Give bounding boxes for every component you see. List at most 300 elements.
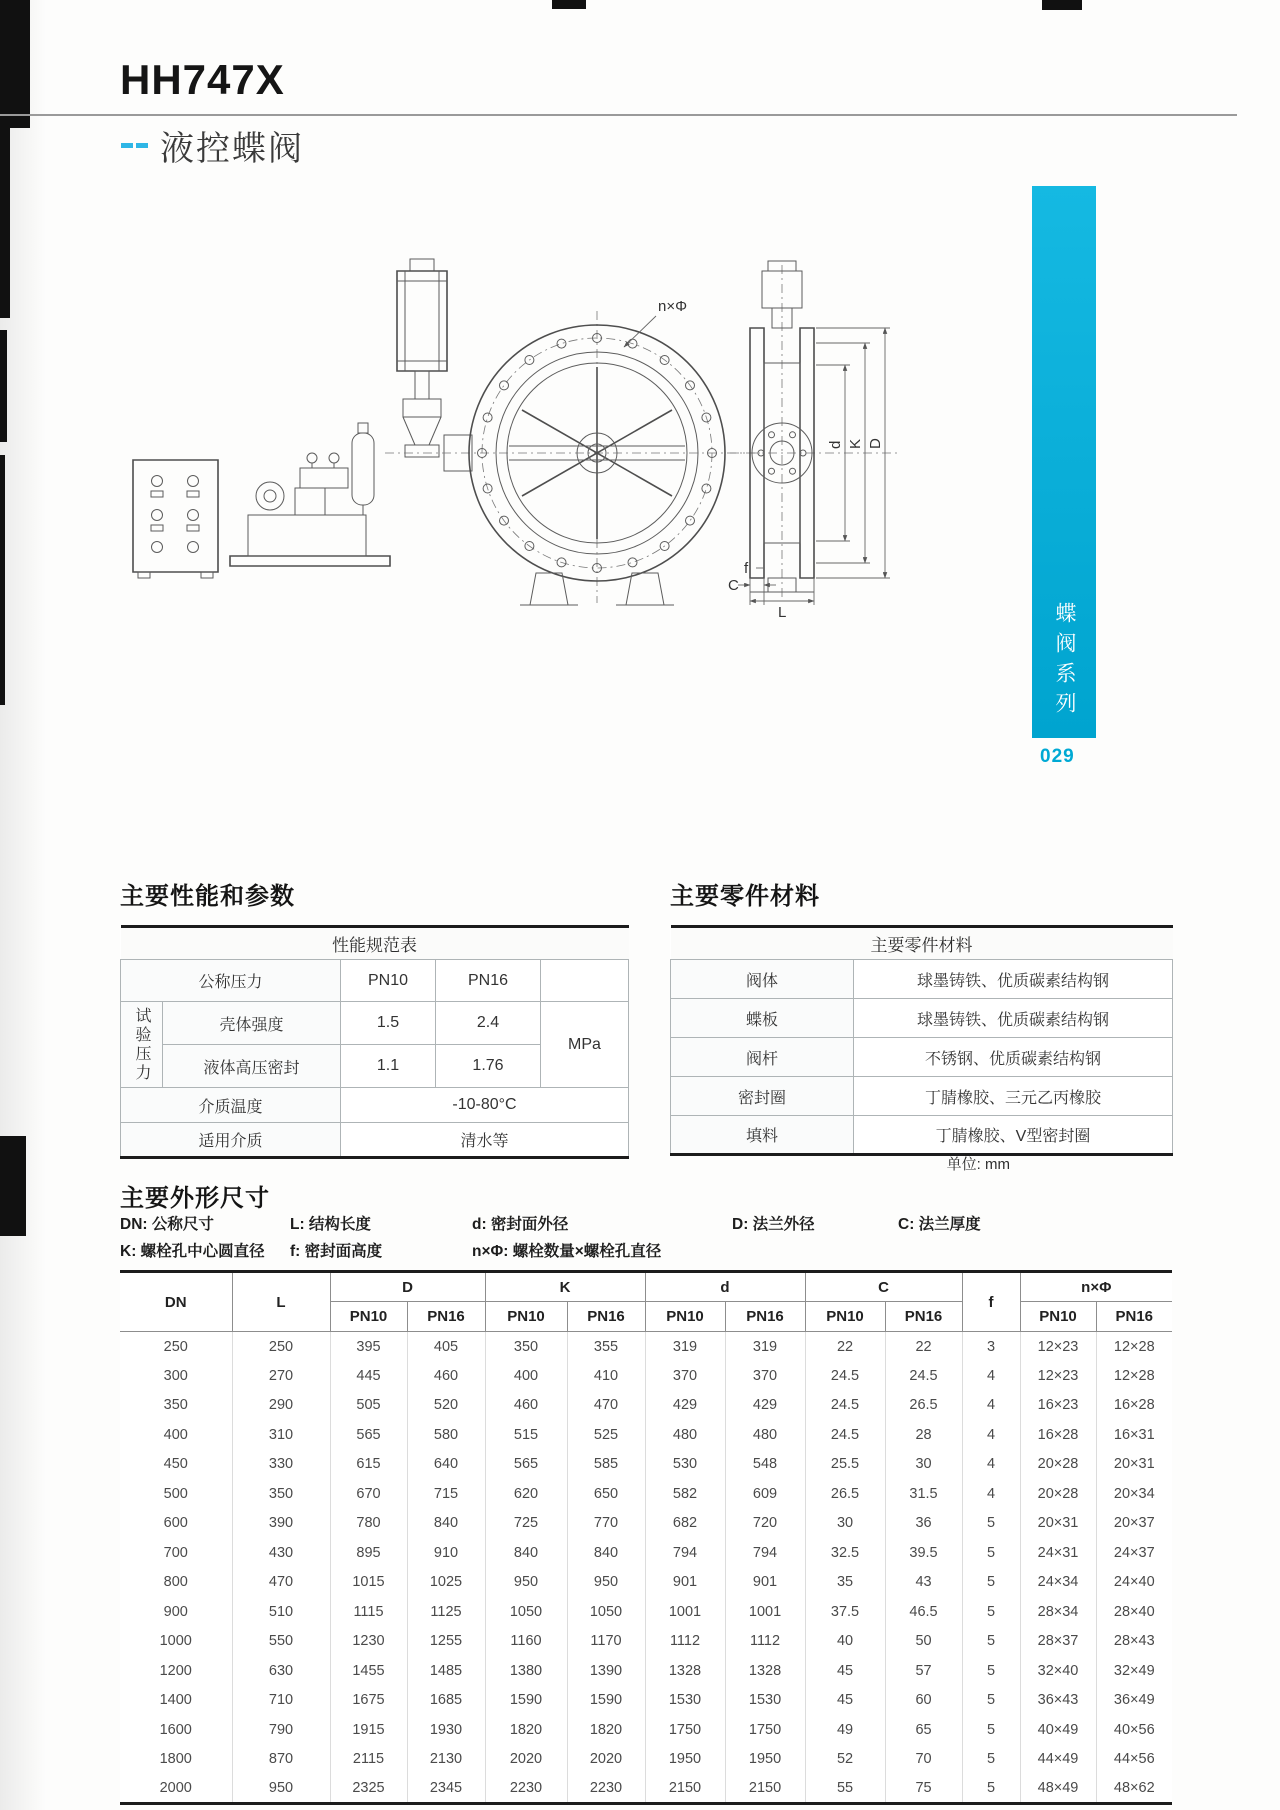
legend-item: d: 密封面外径	[472, 1216, 569, 1233]
dimension-cell: 1230	[330, 1627, 407, 1657]
seal-test-label: 液体高压密封	[163, 1045, 341, 1088]
table-row	[120, 1627, 1172, 1657]
dimension-cell: 510	[232, 1597, 330, 1627]
dimension-cell: 1328	[645, 1656, 725, 1686]
dim-label-c: C	[728, 577, 739, 594]
dimension-cell: 44×49	[1020, 1745, 1096, 1775]
dim-label-l: L	[778, 604, 787, 621]
dimension-cell: 16×28	[1096, 1391, 1172, 1421]
dimension-cell: 46.5	[885, 1597, 962, 1627]
legend-item: C: 法兰厚度	[898, 1216, 981, 1233]
legend-item: f: 密封面高度	[290, 1243, 383, 1260]
part-name: 填料	[671, 1116, 854, 1155]
dimension-cell: 35	[805, 1568, 885, 1598]
dimension-cell: 4	[962, 1361, 1020, 1391]
dimension-cell: 470	[567, 1391, 645, 1421]
dimension-cell: 1600	[120, 1715, 232, 1745]
dimension-cell: 4	[962, 1420, 1020, 1450]
dimension-cell: 780	[330, 1509, 407, 1539]
dimension-cell: 5	[962, 1745, 1020, 1775]
table-row	[671, 1116, 1173, 1155]
dimension-cell: 682	[645, 1509, 725, 1539]
empty-cell	[541, 960, 629, 1002]
dim-label-k: K	[847, 438, 864, 449]
dimension-cell: 725	[485, 1509, 567, 1539]
dimension-cell: 2000	[120, 1774, 232, 1804]
dimension-cell: 36×43	[1020, 1686, 1096, 1716]
dimension-cell: 895	[330, 1538, 407, 1568]
performance-table-title: 性能规范表	[121, 927, 629, 960]
materials-heading: 主要零件材料	[670, 883, 820, 910]
table-row	[671, 1038, 1173, 1077]
dimension-cell: 26.5	[805, 1479, 885, 1509]
dimension-cell: 1050	[567, 1597, 645, 1627]
dimension-cell: 640	[407, 1450, 485, 1480]
shell-strength-pn16: 2.4	[436, 1002, 541, 1045]
dimension-cell: 430	[232, 1538, 330, 1568]
dimension-cell: 1001	[645, 1597, 725, 1627]
dimension-cell: 45	[805, 1686, 885, 1716]
dimension-cell: 50	[885, 1627, 962, 1657]
pressure-unit: MPa	[541, 1002, 629, 1088]
dimension-cell: 2020	[567, 1745, 645, 1775]
part-name: 阀体	[671, 960, 854, 999]
temperature-value: -10-80°C	[341, 1088, 629, 1123]
dimension-cell: 900	[120, 1597, 232, 1627]
shell-strength-pn10: 1.5	[341, 1002, 436, 1045]
dimension-cell: 36×49	[1096, 1686, 1172, 1716]
dimension-cell: 1820	[485, 1715, 567, 1745]
dimension-cell: 24.5	[805, 1391, 885, 1421]
hydraulic-power-unit	[230, 423, 390, 566]
dimension-cell: 1750	[725, 1715, 805, 1745]
dim-label-d: d	[827, 440, 844, 449]
dimension-cell: 480	[725, 1420, 805, 1450]
dimension-cell: 28×40	[1096, 1597, 1172, 1627]
dimension-cell: 5	[962, 1597, 1020, 1627]
dimension-cell: 330	[232, 1450, 330, 1480]
col-group-d-seal: d	[645, 1272, 805, 1302]
dimension-cell: 1160	[485, 1627, 567, 1657]
product-subtitle	[121, 121, 304, 170]
dimension-cell: 75	[885, 1774, 962, 1804]
valve-side-view	[728, 261, 900, 621]
dimension-cell: 350	[485, 1332, 567, 1362]
col-dn: DN	[120, 1272, 232, 1332]
dimension-cell: 1590	[485, 1686, 567, 1716]
table-row	[120, 1568, 1172, 1598]
dimension-cell: 585	[567, 1450, 645, 1480]
dimension-cell: 670	[330, 1479, 407, 1509]
dimension-cell: 270	[232, 1361, 330, 1391]
dimension-cell: 60	[885, 1686, 962, 1716]
dimension-cell: 2020	[485, 1745, 567, 1775]
dimensions-table-header	[120, 1272, 1172, 1332]
table-row	[671, 960, 1173, 999]
dimension-cell: 615	[330, 1450, 407, 1480]
dimension-cell: 36	[885, 1509, 962, 1539]
dimension-cell: 24×31	[1020, 1538, 1096, 1568]
table-row	[671, 1077, 1173, 1116]
col-group-c: C	[805, 1272, 962, 1302]
dimension-cell: 1820	[567, 1715, 645, 1745]
dimension-cell: 28×43	[1096, 1627, 1172, 1657]
seal-test-pn10: 1.1	[341, 1045, 436, 1088]
table-row	[120, 1361, 1172, 1391]
legend-item: L: 结构长度	[290, 1216, 371, 1233]
dimension-cell: 30	[885, 1450, 962, 1480]
scan-artifact	[0, 0, 30, 128]
accent-dash-icon	[136, 143, 148, 148]
dimension-cell: 840	[567, 1538, 645, 1568]
dimension-cell: 2130	[407, 1745, 485, 1775]
dimension-cell: 20×34	[1096, 1479, 1172, 1509]
dimension-cell: 65	[885, 1715, 962, 1745]
table-row	[120, 1479, 1172, 1509]
series-sidebar	[1032, 186, 1096, 738]
dimension-cell: 2345	[407, 1774, 485, 1804]
part-name: 蝶板	[671, 999, 854, 1038]
sub-col-pn10: PN10	[330, 1302, 407, 1332]
nominal-pressure-label: 公称压力	[121, 960, 341, 1002]
dimension-cell: 794	[725, 1538, 805, 1568]
dimension-cell: 39.5	[885, 1538, 962, 1568]
dimension-cell: 24.5	[805, 1361, 885, 1391]
dimension-cell: 1000	[120, 1627, 232, 1657]
pn10-header: PN10	[341, 960, 436, 1002]
dimension-cell: 32×40	[1020, 1656, 1096, 1686]
dimension-cell: 950	[567, 1568, 645, 1598]
dimension-cell: 565	[330, 1420, 407, 1450]
dimension-cell: 26.5	[885, 1391, 962, 1421]
dimension-cell: 840	[407, 1509, 485, 1539]
dimension-cell: 24×34	[1020, 1568, 1096, 1598]
dimension-cell: 400	[120, 1420, 232, 1450]
dimension-cell: 5	[962, 1538, 1020, 1568]
dimension-cell: 1328	[725, 1656, 805, 1686]
dimension-cell: 20×31	[1020, 1509, 1096, 1539]
dimension-cell: 1530	[725, 1686, 805, 1716]
dimension-cell: 310	[232, 1420, 330, 1450]
legend-item: D: 法兰外径	[732, 1216, 815, 1233]
table-row	[120, 1450, 1172, 1480]
dimension-cell: 1950	[725, 1745, 805, 1775]
dimension-cell: 1485	[407, 1656, 485, 1686]
part-material: 丁腈橡胶、V型密封圈	[854, 1116, 1173, 1155]
materials-table	[670, 925, 1173, 1156]
dimension-cell: 1170	[567, 1627, 645, 1657]
dimension-cell: 5	[962, 1568, 1020, 1598]
dimension-cell: 48×62	[1096, 1774, 1172, 1804]
dimension-cell: 22	[885, 1332, 962, 1362]
sub-col-pn10: PN10	[485, 1302, 567, 1332]
dimension-cell: 470	[232, 1568, 330, 1598]
dimension-cell: 1015	[330, 1568, 407, 1598]
dimension-cell: 37.5	[805, 1597, 885, 1627]
dimension-cell: 460	[485, 1391, 567, 1421]
title-divider	[0, 114, 1237, 116]
dimension-cell: 55	[805, 1774, 885, 1804]
dimension-cell: 548	[725, 1450, 805, 1480]
legend-item: n×Φ: 螺栓数量×螺栓孔直径	[472, 1243, 662, 1260]
dimension-cell: 480	[645, 1420, 725, 1450]
dimension-cell: 2230	[567, 1774, 645, 1804]
table-row	[671, 999, 1173, 1038]
dimension-cell: 5	[962, 1627, 1020, 1657]
dimension-cell: 609	[725, 1479, 805, 1509]
sub-col-pn16: PN16	[407, 1302, 485, 1332]
dimension-cell: 580	[407, 1420, 485, 1450]
part-name: 密封圈	[671, 1077, 854, 1116]
dimension-cell: 1112	[645, 1627, 725, 1657]
dimension-cell: 710	[232, 1686, 330, 1716]
table-row	[120, 1686, 1172, 1716]
dimension-cell: 32×49	[1096, 1656, 1172, 1686]
dimension-cell: 1115	[330, 1597, 407, 1627]
dimension-cell: 319	[725, 1332, 805, 1362]
dimension-cell: 1675	[330, 1686, 407, 1716]
dimension-cell: 500	[120, 1479, 232, 1509]
dimension-cell: 1915	[330, 1715, 407, 1745]
dimension-cell: 530	[645, 1450, 725, 1480]
dimension-cell: 700	[120, 1538, 232, 1568]
dimension-cell: 2115	[330, 1745, 407, 1775]
dimension-cell: 250	[120, 1332, 232, 1362]
dimension-cell: 460	[407, 1361, 485, 1391]
dimension-cell: 515	[485, 1420, 567, 1450]
page-number: 029	[1040, 746, 1075, 767]
table-row	[120, 1420, 1172, 1450]
dimension-cell: 1455	[330, 1656, 407, 1686]
accent-dash-icon	[121, 143, 133, 148]
dimension-cell: 550	[232, 1627, 330, 1657]
dimension-cell: 1930	[407, 1715, 485, 1745]
dimension-cell: 1750	[645, 1715, 725, 1745]
dimension-cell: 350	[120, 1391, 232, 1421]
table-row	[120, 1774, 1172, 1804]
dimension-cell: 505	[330, 1391, 407, 1421]
dimension-cell: 28×37	[1020, 1627, 1096, 1657]
col-group-k: K	[485, 1272, 645, 1302]
dimension-cell: 790	[232, 1715, 330, 1745]
table-row	[120, 1538, 1172, 1568]
dimension-cell: 16×28	[1020, 1420, 1096, 1450]
dimension-cell: 794	[645, 1538, 725, 1568]
col-group-n-phi: n×Φ	[1020, 1272, 1172, 1302]
dimension-cell: 24×40	[1096, 1568, 1172, 1598]
dimension-cell: 57	[885, 1656, 962, 1686]
dimension-cell: 2325	[330, 1774, 407, 1804]
table-row	[120, 1332, 1172, 1362]
sub-col-pn10: PN10	[645, 1302, 725, 1332]
dimension-cell: 429	[725, 1391, 805, 1421]
dimension-cell: 405	[407, 1332, 485, 1362]
dimension-cell: 5	[962, 1715, 1020, 1745]
dimensions-table-body	[120, 1332, 1172, 1804]
dimension-cell: 5	[962, 1509, 1020, 1539]
dimension-cell: 250	[232, 1332, 330, 1362]
media-label: 适用介质	[121, 1123, 341, 1158]
dimension-cell: 3	[962, 1332, 1020, 1362]
shell-strength-label: 壳体强度	[163, 1002, 341, 1045]
dimension-cell: 30	[805, 1509, 885, 1539]
materials-table-title: 主要零件材料	[671, 927, 1173, 960]
bolt-callout-label: n×Φ	[658, 298, 688, 315]
sub-col-pn16: PN16	[1096, 1302, 1172, 1332]
dimension-cell: 1200	[120, 1656, 232, 1686]
performance-heading: 主要性能和参数	[120, 883, 295, 910]
control-cabinet	[133, 460, 218, 578]
dimension-cell: 800	[120, 1568, 232, 1598]
dimension-cell: 290	[232, 1391, 330, 1421]
table-row	[120, 1391, 1172, 1421]
page-title: HH747X	[120, 56, 285, 103]
dimension-cell: 5	[962, 1686, 1020, 1716]
dimension-cell: 4	[962, 1391, 1020, 1421]
dimension-cell: 300	[120, 1361, 232, 1391]
dimension-cell: 32.5	[805, 1538, 885, 1568]
dimension-cell: 410	[567, 1361, 645, 1391]
dimension-cell: 390	[232, 1509, 330, 1539]
dimension-cell: 22	[805, 1332, 885, 1362]
dimension-cell: 400	[485, 1361, 567, 1391]
dimension-cell: 16×23	[1020, 1391, 1096, 1421]
actuator-cylinder	[397, 259, 472, 471]
part-material: 球墨铸铁、优质碳素结构钢	[854, 999, 1173, 1038]
table-row	[120, 1509, 1172, 1539]
col-group-d-outer: D	[330, 1272, 485, 1302]
dimension-cell: 395	[330, 1332, 407, 1362]
sub-col-pn16: PN16	[885, 1302, 962, 1332]
dimension-cell: 12×28	[1096, 1361, 1172, 1391]
dimension-cell: 24×37	[1096, 1538, 1172, 1568]
temperature-label: 介质温度	[121, 1088, 341, 1123]
table-row	[120, 1656, 1172, 1686]
dimension-cell: 1800	[120, 1745, 232, 1775]
dimensions-table	[120, 1270, 1172, 1805]
dimension-cell: 20×28	[1020, 1479, 1096, 1509]
dimension-cell: 355	[567, 1332, 645, 1362]
dimension-cell: 28×34	[1020, 1597, 1096, 1627]
dimension-cell: 870	[232, 1745, 330, 1775]
seal-test-pn16: 1.76	[436, 1045, 541, 1088]
dimension-cell: 12×23	[1020, 1332, 1096, 1362]
dimensions-heading: 主要外形尺寸	[120, 1185, 270, 1212]
scan-artifact	[0, 128, 10, 318]
scan-artifact	[0, 1136, 26, 1236]
dimension-cell: 350	[232, 1479, 330, 1509]
dimension-cell: 1590	[567, 1686, 645, 1716]
dimension-cell: 720	[725, 1509, 805, 1539]
dimension-cell: 1950	[645, 1745, 725, 1775]
dimension-cell: 70	[885, 1745, 962, 1775]
scan-artifact	[1042, 0, 1082, 10]
part-material: 球墨铸铁、优质碳素结构钢	[854, 960, 1173, 999]
dimension-cell: 28	[885, 1420, 962, 1450]
dimension-cell: 1001	[725, 1597, 805, 1627]
performance-table	[120, 925, 629, 1159]
dimension-cell: 24.5	[805, 1420, 885, 1450]
dimension-cell: 43	[885, 1568, 962, 1598]
dimension-cell: 950	[232, 1774, 330, 1804]
dimension-cell: 520	[407, 1391, 485, 1421]
dimension-cell: 370	[645, 1361, 725, 1391]
dimension-cell: 715	[407, 1479, 485, 1509]
dim-label-f: f	[744, 560, 749, 577]
dimension-cell: 565	[485, 1450, 567, 1480]
dimension-cell: 1530	[645, 1686, 725, 1716]
part-material: 丁腈橡胶、三元乙丙橡胶	[854, 1077, 1173, 1116]
dimension-cell: 910	[407, 1538, 485, 1568]
dimension-cell: 525	[567, 1420, 645, 1450]
technical-drawing	[100, 253, 960, 753]
dimension-cell: 2150	[725, 1774, 805, 1804]
valve-front-view	[385, 298, 760, 605]
sub-col-pn16: PN16	[725, 1302, 805, 1332]
table-row	[120, 1745, 1172, 1775]
dimension-cell: 840	[485, 1538, 567, 1568]
dimension-cell: 1400	[120, 1686, 232, 1716]
part-name: 阀杆	[671, 1038, 854, 1077]
dimension-cell: 2150	[645, 1774, 725, 1804]
dimension-cell: 40×56	[1096, 1715, 1172, 1745]
dimension-cell: 40×49	[1020, 1715, 1096, 1745]
dimension-cell: 4	[962, 1479, 1020, 1509]
dimension-cell: 445	[330, 1361, 407, 1391]
media-value: 清水等	[341, 1123, 629, 1158]
dimension-cell: 600	[120, 1509, 232, 1539]
dimension-cell: 901	[645, 1568, 725, 1598]
dimension-cell: 630	[232, 1656, 330, 1686]
sub-col-pn10: PN10	[1020, 1302, 1096, 1332]
dimension-cell: 1685	[407, 1686, 485, 1716]
dimension-cell: 40	[805, 1627, 885, 1657]
scan-artifact	[0, 455, 5, 705]
dimension-cell: 20×31	[1096, 1450, 1172, 1480]
dimension-cell: 20×37	[1096, 1509, 1172, 1539]
valve-drawing	[100, 253, 960, 753]
dimension-cell: 20×28	[1020, 1450, 1096, 1480]
dimension-cell: 5	[962, 1656, 1020, 1686]
scan-artifact	[0, 330, 7, 442]
dimension-cell: 429	[645, 1391, 725, 1421]
col-f: f	[962, 1272, 1020, 1332]
part-material: 不锈钢、优质碳素结构钢	[854, 1038, 1173, 1077]
legend-item: K: 螺栓孔中心圆直径	[120, 1243, 265, 1260]
dimension-cell: 450	[120, 1450, 232, 1480]
dimension-cell: 370	[725, 1361, 805, 1391]
dimension-cell: 44×56	[1096, 1745, 1172, 1775]
dimension-cell: 1380	[485, 1656, 567, 1686]
dimension-cell: 5	[962, 1774, 1020, 1804]
dimension-cell: 16×31	[1096, 1420, 1172, 1450]
pn16-header: PN16	[436, 960, 541, 1002]
dimension-cell: 650	[567, 1479, 645, 1509]
dimension-cell: 620	[485, 1479, 567, 1509]
dimension-cell: 1112	[725, 1627, 805, 1657]
dimension-legend	[120, 1212, 1172, 1266]
dimension-cell: 31.5	[885, 1479, 962, 1509]
dimension-cell: 12×23	[1020, 1361, 1096, 1391]
table-row	[120, 1597, 1172, 1627]
dim-label-big-d: D	[867, 438, 884, 449]
dimension-cell: 48×49	[1020, 1774, 1096, 1804]
scan-artifact	[552, 0, 586, 9]
dimension-cell: 1050	[485, 1597, 567, 1627]
col-l: L	[232, 1272, 330, 1332]
dimension-cell: 1025	[407, 1568, 485, 1598]
dimension-cell: 1125	[407, 1597, 485, 1627]
